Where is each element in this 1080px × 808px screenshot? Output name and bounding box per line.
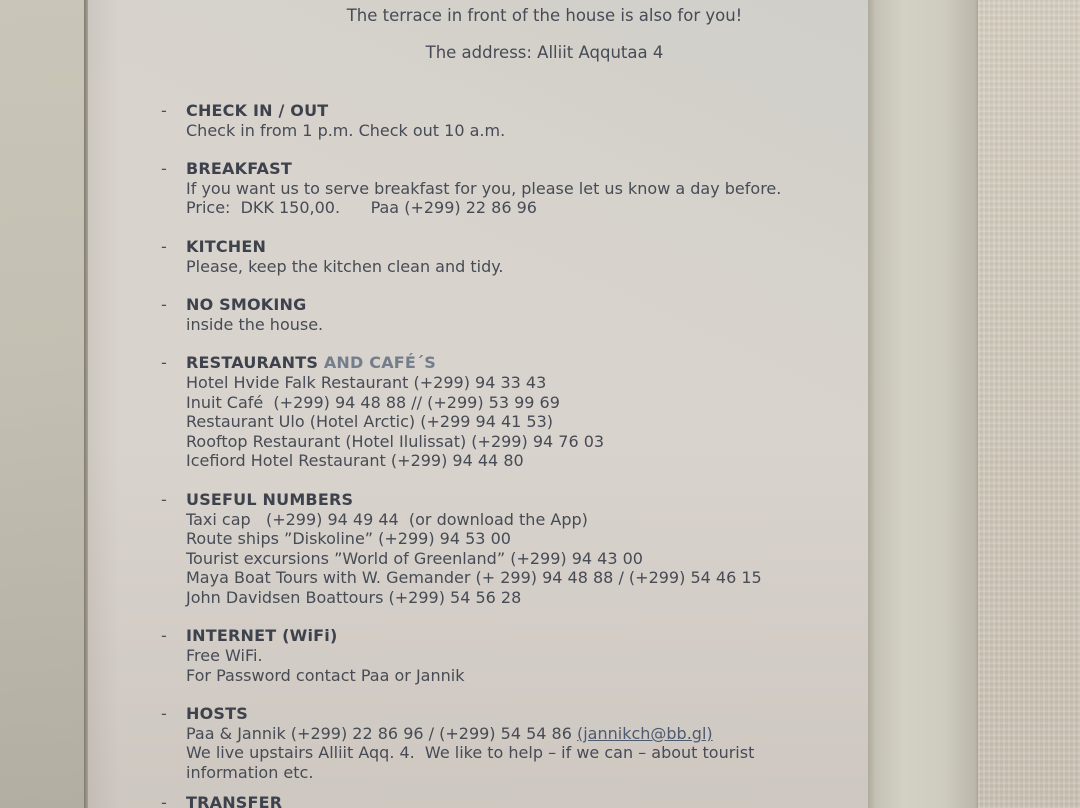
intro-block xyxy=(161,6,828,63)
line-text: Price: DKK 150,00. Paa (+299) 22 86 96 xyxy=(186,198,537,218)
line-text: Free WiFi. xyxy=(186,646,263,666)
section-line xyxy=(186,588,828,608)
section-heading xyxy=(161,626,828,646)
section-heading xyxy=(161,101,828,121)
line-text: Icefiord Hotel Restaurant (+299) 94 44 80 xyxy=(186,451,524,471)
wall-left xyxy=(0,0,84,808)
section-title: NO SMOKING xyxy=(186,295,307,315)
section-body xyxy=(161,724,828,783)
section-title: HOSTS xyxy=(186,704,248,724)
line-text: If you want us to serve breakfast for you, please let us know a day before. xyxy=(186,178,782,198)
section-body xyxy=(161,646,828,685)
line-text: For Password contact Paa or Jannik xyxy=(186,665,465,685)
section-heading xyxy=(161,295,828,315)
section-line xyxy=(186,198,828,218)
section-breakfast xyxy=(161,159,828,218)
section-body xyxy=(161,179,828,218)
notice-paper xyxy=(88,0,868,808)
line-text: Taxi cap (+299) 94 49 44 (or download the App) xyxy=(186,509,588,529)
section-title: BREAKFAST xyxy=(186,159,292,179)
section-body xyxy=(161,510,828,608)
section-transfer xyxy=(161,793,828,808)
section-line xyxy=(186,568,828,588)
section-line xyxy=(186,412,828,432)
section-heading xyxy=(161,490,828,510)
section-body xyxy=(161,315,828,335)
section-line xyxy=(186,257,828,277)
section-heading xyxy=(161,353,828,373)
section-line xyxy=(186,510,828,530)
bullet-dash: - xyxy=(161,353,167,373)
sections-list xyxy=(161,101,828,808)
line-text: Hotel Hvide Falk Restaurant (+299) 94 33 43 xyxy=(186,372,547,392)
section-line xyxy=(186,393,828,413)
section-kitchen xyxy=(161,237,828,276)
wall-right xyxy=(978,0,1080,808)
section-line xyxy=(186,743,828,763)
line-text: John Davidsen Boattours (+299) 54 56 28 xyxy=(186,587,522,607)
section-line xyxy=(186,315,828,335)
line-text: Maya Boat Tours with W. Gemander (+ 299) 94 48 88 / (+299) 54 46 15 xyxy=(186,568,762,588)
bullet-dash: - xyxy=(161,626,167,646)
section-no-smoking xyxy=(161,295,828,334)
line-text: Tourist excursions ”World of Greenland” (+299) 94 43 00 xyxy=(186,548,643,568)
section-title: KITCHEN xyxy=(186,236,267,256)
section-line xyxy=(186,763,828,783)
section-useful-numbers xyxy=(161,490,828,608)
line-text: We live upstairs Alliit Aqq. 4. We like to help – if we can – about tourist xyxy=(186,743,755,763)
section-heading xyxy=(161,704,828,724)
line-text: Inuit Café (+299) 94 48 88 // (+299) 53 99 69 xyxy=(186,392,560,412)
section-body xyxy=(161,257,828,277)
intro-address-line: The address: Alliit Aqqutaa 4 xyxy=(425,43,664,62)
section-line xyxy=(186,529,828,549)
section-internet-wifi xyxy=(161,626,828,685)
bullet-dash: - xyxy=(161,295,167,315)
section-heading xyxy=(161,793,828,808)
section-title: INTERNET (WiFi) xyxy=(186,626,338,646)
line-text: information etc. xyxy=(186,763,314,783)
section-line xyxy=(186,724,828,744)
email-link: (jannikch@bb.gl) xyxy=(576,723,713,743)
section-heading xyxy=(161,237,828,257)
frame-right-edge xyxy=(868,0,978,808)
section-line xyxy=(186,432,828,452)
section-restaurants xyxy=(161,353,828,471)
section-body xyxy=(161,373,828,471)
bullet-dash: - xyxy=(161,489,167,509)
bullet-dash: - xyxy=(161,236,167,256)
section-line xyxy=(186,373,828,393)
section-title-light: AND CAFÉ´S xyxy=(323,353,436,373)
line-text: Rooftop Restaurant (Hotel Ilulissat) (+299) 94 76 03 xyxy=(186,431,605,451)
line-text: Restaurant Ulo (Hotel Arctic) (+299 94 41 53) xyxy=(186,412,553,432)
line-text: Please, keep the kitchen clean and tidy. xyxy=(186,256,504,276)
intro-terrace-line: The terrace in front of the house is also for you! xyxy=(346,6,743,25)
section-title: RESTAURANTS xyxy=(186,353,324,373)
section-line xyxy=(186,666,828,686)
bullet-dash: - xyxy=(161,704,167,724)
bullet-dash: - xyxy=(161,792,167,808)
section-line xyxy=(186,121,828,141)
section-line xyxy=(186,451,828,471)
section-line xyxy=(186,179,828,199)
bullet-dash: - xyxy=(161,101,167,120)
line-text: Check in from 1 p.m. Check out 10 a.m. xyxy=(186,120,506,140)
section-heading xyxy=(161,159,828,179)
section-line xyxy=(186,646,828,666)
section-title: TRANSFER xyxy=(186,792,283,808)
line-text: inside the house. xyxy=(186,314,324,334)
section-title: CHECK IN / OUT xyxy=(186,101,329,120)
section-title: USEFUL NUMBERS xyxy=(186,489,354,509)
line-text: Route ships ”Diskoline” (+299) 94 53 00 xyxy=(186,529,511,549)
section-line xyxy=(186,549,828,569)
section-check-in-out xyxy=(161,101,828,140)
line-text: Paa & Jannik (+299) 22 86 96 / (+299) 54 54 86 xyxy=(186,723,577,743)
bullet-dash: - xyxy=(161,159,167,179)
section-hosts xyxy=(161,704,828,782)
section-body xyxy=(161,121,828,141)
notice-content xyxy=(88,0,868,808)
